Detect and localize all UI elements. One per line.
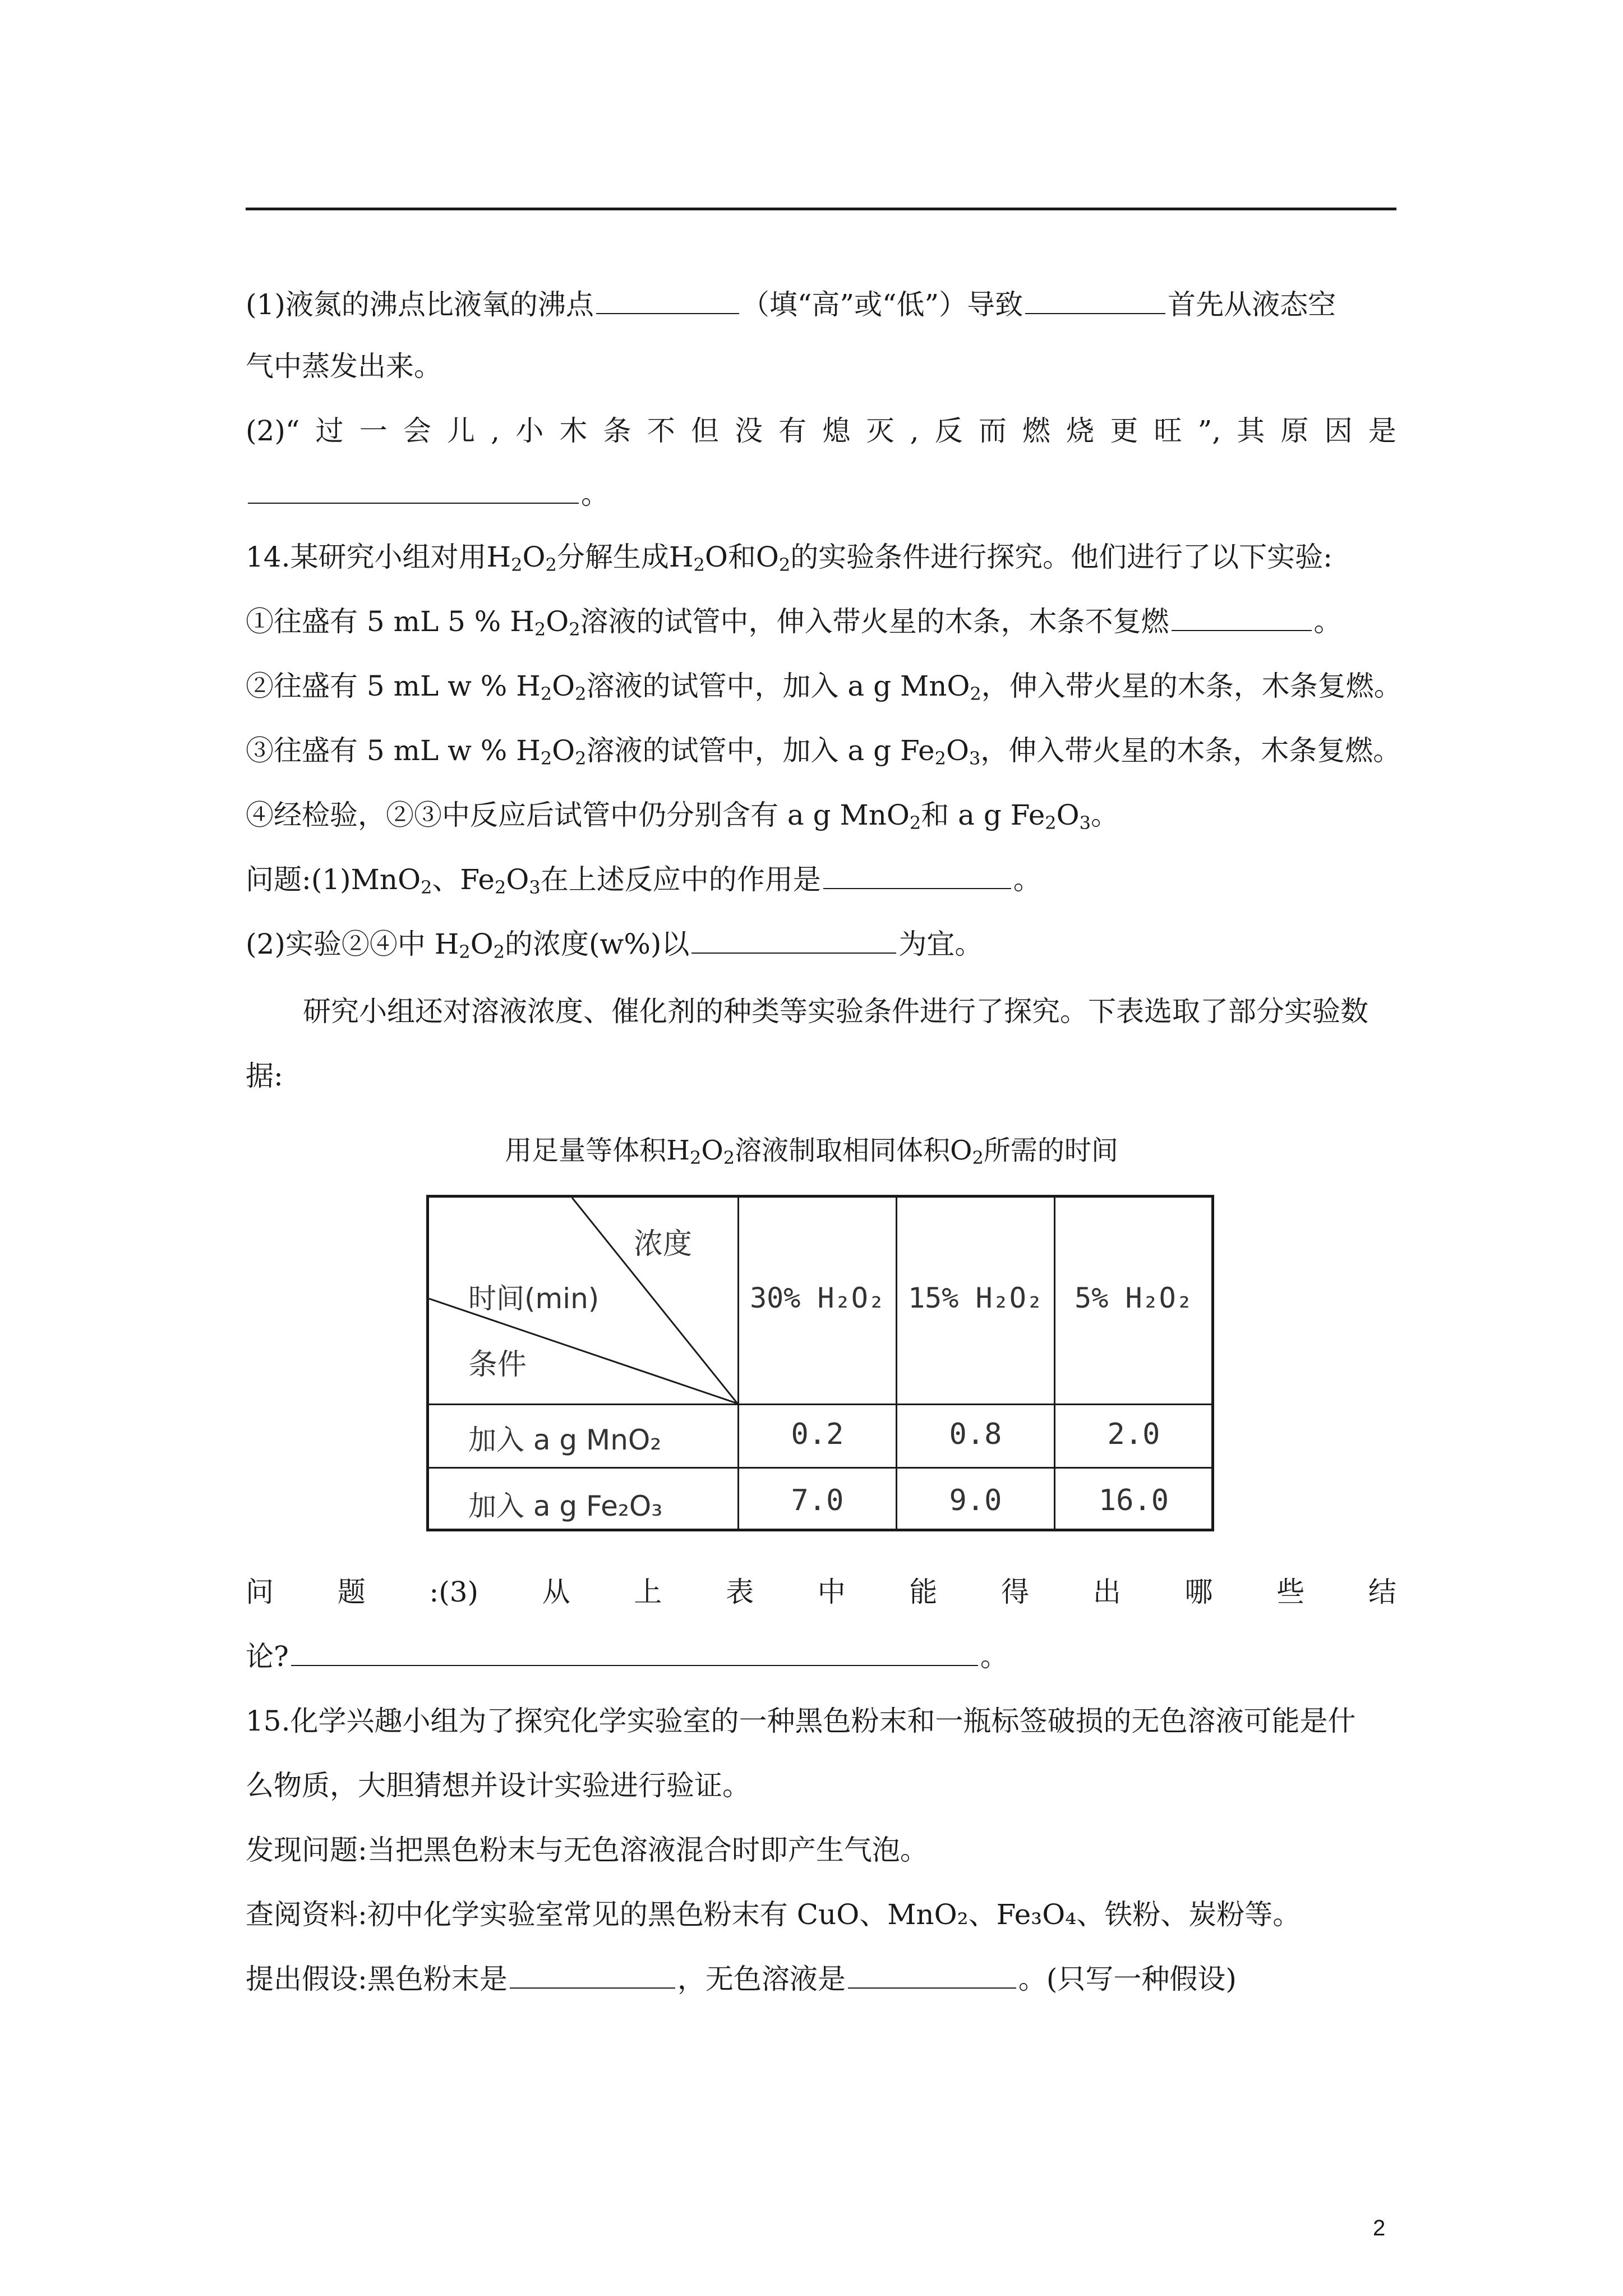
table-cell: 2.0 [1107,1418,1160,1451]
table-cell: 0.2 [791,1418,844,1451]
table-cell: 7.0 [791,1484,844,1517]
q13-part2-char: 因 [1324,415,1353,447]
q13-part2-char: 没 [735,415,763,447]
table-cell: 16.0 [1098,1484,1169,1517]
answer-blank[interactable] [823,863,1011,889]
q13-part2-line [246,412,1396,449]
header-condition: 条件 [468,1348,527,1382]
q13-part2-char: 过 [315,415,344,447]
q13-part2-char: 木 [559,415,588,447]
q13-part2-char: , [491,415,500,447]
answer-blank[interactable] [596,288,739,314]
q13-part2-char: 烧 [1066,415,1095,447]
answer-blank[interactable] [291,1640,978,1666]
q13-part2-char: 小 [515,415,544,447]
page-number: 2 [1373,2216,1386,2240]
q14-question3-char: 能 [909,1576,938,1608]
header-concentration: 浓度 [634,1227,693,1261]
q15-line1: 15.化学兴趣小组为了探究化学实验室的一种黑色粉末和一瓶标签破损的无色溶液可能是什 [246,1705,1356,1737]
row-label: 加入 a g Fe₂O₃ [468,1490,663,1522]
q13-part2-char: 其 [1237,415,1265,447]
q14-step3: ③往盛有 5 mL w % $H_2O_2$溶液的试管中，加入 a g $Fe_2O_3$，伸入带火星的木条，木条复燃。 [246,734,1401,769]
q14-question3-char: 结 [1368,1576,1396,1608]
q13-part2-char: 反 [934,415,963,447]
q13-part2-char: 是 [1368,415,1396,447]
q14-question3-char: 上 [634,1576,662,1608]
q13-part2-char: 会 [403,415,431,447]
q13-part2-char: 儿 [447,415,476,447]
q13-part2-char: 原 [1280,415,1309,447]
q13-line1: (1)液氮的沸点比液氧的沸点 （填“高”或“低”）导致 首先从液态空 [246,288,1336,321]
q14-question3-line [246,1573,1396,1611]
q14-question3-char: :(3) [429,1576,479,1608]
answer-blank[interactable] [691,928,896,954]
q13-part2-char: 一 [359,415,388,447]
q13-part2-char: 不 [647,415,675,447]
header-rule [246,208,1396,210]
q13-part2-char: 熄 [822,415,851,447]
q14-intro: 14.某研究小组对用$H_2O_2$分解生成$H_2O$和$O_2$的实验条件进行探究。他们进行了以下实验: [246,541,1333,576]
q14-question3-char: 些 [1276,1576,1305,1608]
answer-blank[interactable] [1172,605,1312,631]
q15-line5: 提出假设:黑色粉末是 ，无色溶液是 。(只写一种假设) [246,1963,1237,1995]
q14-question3-char: 从 [542,1576,570,1608]
q13-part2-char: (2)“ [246,415,300,447]
q14-question3-blank-line: 论? 。 [246,1640,1008,1673]
q14-paragraph-line1: 研究小组还对溶液浓度、催化剂的种类等实验条件进行了探究。下表选取了部分实验数 [303,995,1368,1028]
answer-blank[interactable] [848,1963,1016,1989]
q14-question3-char: 题 [337,1576,366,1608]
q15-line4: 查阅资料:初中化学实验室常见的黑色粉末有 CuO、MnO₂、Fe₃O₄、铁粉、炭粉等。 [246,1898,1301,1931]
q14-step4: ④经检验，②③中反应后试管中仍分别含有 a g MnO$_2$和 a g $Fe_2O_3$。 [246,799,1119,834]
q13-part2-char: 更 [1110,415,1138,447]
q13-part2-char: 但 [690,415,719,447]
table-cell: 0.8 [949,1418,1002,1451]
q14-question2: (2)实验②④中 $H_2O_2$的浓度(w%)以 为宜。 [246,928,983,963]
q14-question3-char: 问 [246,1576,274,1608]
q13-part2-char: 灭 [866,415,895,447]
q13-part2-char: 有 [778,415,807,447]
q14-step1: ①往盛有 5 mL 5 % $H_2O_2$溶液的试管中，伸入带火星的木条，木条不复燃 。 [246,605,1342,640]
table-cell: 9.0 [949,1484,1002,1517]
header-time: 时间(min) [468,1282,600,1315]
table-caption: 用足量等体积$H_2O_2$溶液制取相同体积$O_2$所需的时间 [505,1135,1118,1168]
answer-blank[interactable] [510,1963,675,1989]
q13-line2: 气中蒸发出来。 [246,350,442,383]
q13-part2-char: 旺 [1154,415,1182,447]
q14-question1: 问题:(1)MnO$_2$、$Fe_2O_3$在上述反应中的作用是 。 [246,863,1041,898]
row-label: 加入 a g MnO₂ [468,1424,662,1456]
q13-part2-char: 而 [978,415,1007,447]
column-header: 30% H₂O₂ [750,1282,885,1314]
q14-paragraph-line2: 据: [246,1060,283,1092]
q14-question3-char: 得 [1001,1576,1030,1608]
q13-part2-char: ”, [1197,415,1221,447]
q13-part2-char: 燃 [1022,415,1051,447]
data-table [426,1195,1214,1531]
q14-question3-char: 出 [1092,1576,1121,1608]
q14-question3-char: 哪 [1184,1576,1213,1608]
q14-step2: ②往盛有 5 mL w % $H_2O_2$溶液的试管中，加入 a g MnO$_2$，伸入带火星的木条，木条复燃。 [246,670,1402,705]
q15-line3: 发现问题:当把黑色粉末与无色溶液混合时即产生气泡。 [246,1834,928,1866]
answer-blank[interactable] [248,478,579,504]
q13-part2-char: 条 [603,415,631,447]
q14-question3-char: 中 [817,1576,846,1608]
q15-line2: 么物质，大胆猜想并设计实验进行验证。 [246,1769,750,1802]
q13-part2-blank-line: 。 [246,476,1396,513]
column-header: 5% H₂O₂ [1075,1282,1193,1314]
answer-blank[interactable] [1025,288,1165,314]
column-header: 15% H₂O₂ [908,1282,1043,1314]
q13-part2-char: , [910,415,919,447]
q14-question3-char: 表 [726,1576,754,1608]
